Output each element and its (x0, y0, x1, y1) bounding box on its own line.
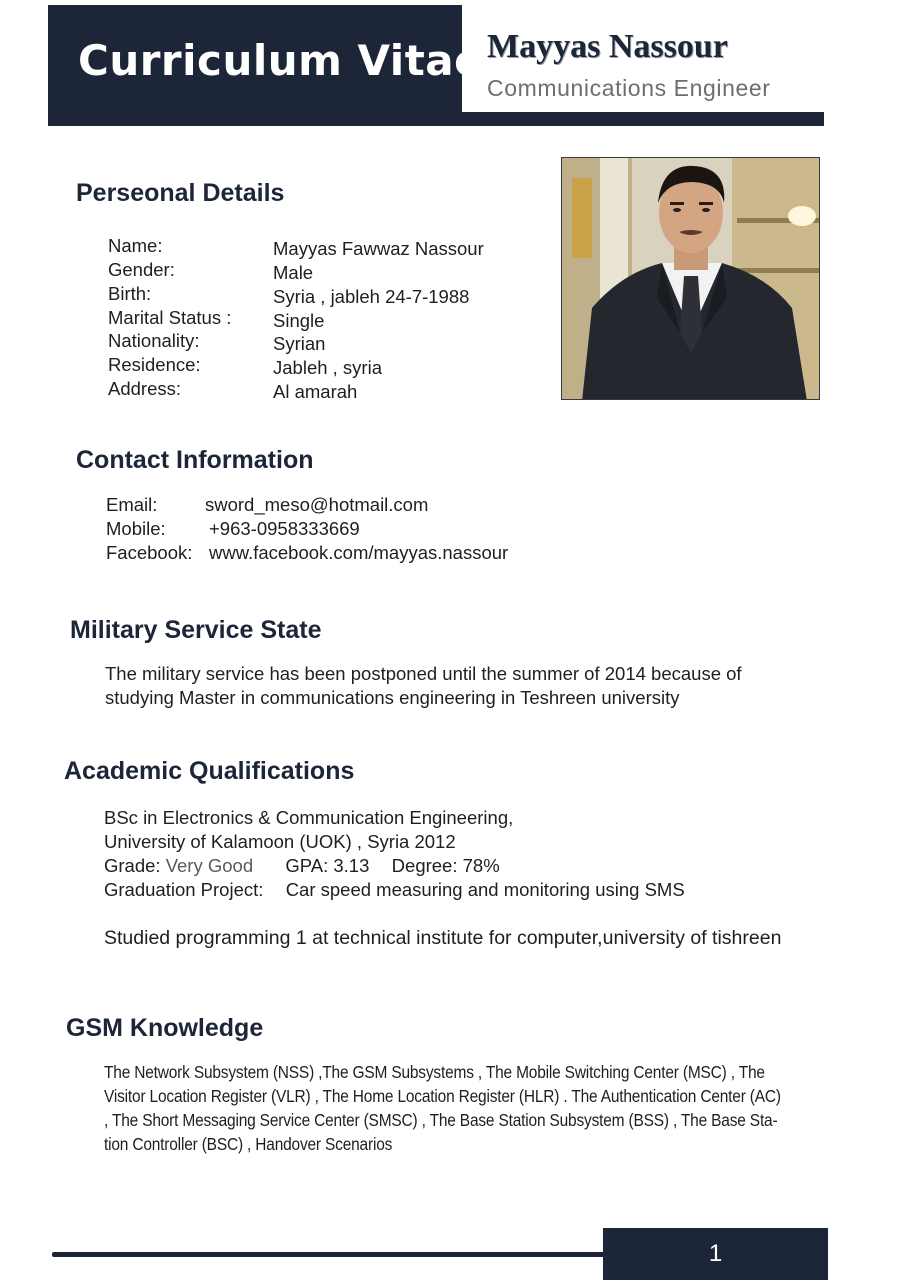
military-line: The military service has been postponed until the summer of 2014 because of (105, 663, 742, 684)
personal-value: Mayyas Fawwaz Nassour (273, 238, 484, 259)
personal-label: Nationality: (108, 330, 200, 351)
contact-email-value: sword_meso@hotmail.com (205, 494, 429, 515)
project-label: Graduation Project: (104, 879, 264, 900)
gsm-knowledge-text (104, 1060, 781, 1156)
profile-photo (561, 157, 820, 400)
gsm-line: The Network Subsystem (NSS) ,The GSM Subsystems , The Mobile Switching Center (MSC) , The (104, 1062, 765, 1082)
portrait-illustration (562, 158, 820, 400)
military-line: studying Master in communications engineering in Teshreen university (105, 687, 680, 708)
personal-value: Single (273, 310, 325, 331)
person-name: Mayyas Nassour (487, 28, 728, 65)
personal-label: Gender: (108, 259, 175, 280)
personal-value: Al amarah (273, 381, 358, 402)
academic-university: University of Kalamoon (UOK) , Syria 2012 (104, 831, 456, 852)
contact-mobile-value: +963-0958333669 (209, 518, 360, 539)
gsm-line: tion Controller (BSC) , Handover Scenarios (104, 1134, 393, 1154)
personal-label: Birth: (108, 283, 152, 304)
grade-value: Very Good (165, 855, 254, 876)
contact-label: Email: (106, 494, 158, 515)
personal-value: Jableh , syria (273, 357, 382, 378)
cv-title: Curriculum Vitae (78, 36, 484, 85)
personal-label: Name: (108, 235, 163, 256)
personal-label: Address: (108, 378, 182, 399)
contact-label: Mobile: (106, 518, 166, 539)
personal-value: Syria , jableh 24-7-1988 (273, 286, 470, 307)
graduation-project-line (104, 878, 685, 902)
degree-percentage: Degree: 78% (391, 855, 500, 876)
personal-value: Male (273, 262, 314, 283)
gsm-line: Visitor Location Register (VLR) , The Home Location Register (HLR) . The Authentication Center (AC) (104, 1086, 781, 1106)
military-service-heading: Military Service State (70, 616, 322, 644)
page-number: 1 (708, 1240, 723, 1267)
gpa-value: GPA: 3.13 (285, 855, 370, 876)
contact-information-heading: Contact Information (76, 446, 314, 474)
header-underline (462, 112, 824, 126)
academic-degree: BSc in Electronics & Communication Engineering, (104, 807, 514, 828)
academic-grade-line (104, 854, 685, 878)
personal-value: Syrian (273, 333, 326, 354)
contact-facebook-value: www.facebook.com/mayyas.nassour (209, 542, 509, 563)
gsm-knowledge-heading: GSM Knowledge (66, 1014, 264, 1042)
academic-qualifications-heading: Academic Qualifications (64, 757, 355, 785)
personal-label: Residence: (108, 354, 201, 375)
person-profession: Communications Engineer (487, 75, 771, 101)
personal-label: Marital Status : (108, 307, 232, 328)
footer-line (52, 1252, 612, 1257)
gsm-line: , The Short Messaging Service Center (SMSC) , The Base Station Subsystem (BSS) , The Base Sta- (104, 1110, 778, 1130)
grade-label: Grade: (104, 855, 161, 876)
personal-details-heading: Perseonal Details (76, 179, 285, 207)
project-value: Car speed measuring and monitoring using SMS (285, 879, 685, 900)
contact-label: Facebook: (106, 542, 193, 563)
programming-study: Studied programming 1 at technical institute for computer,university of tishreen (104, 927, 782, 949)
academic-details (104, 806, 685, 902)
military-service-text (105, 662, 742, 710)
page-number-box (603, 1228, 828, 1280)
